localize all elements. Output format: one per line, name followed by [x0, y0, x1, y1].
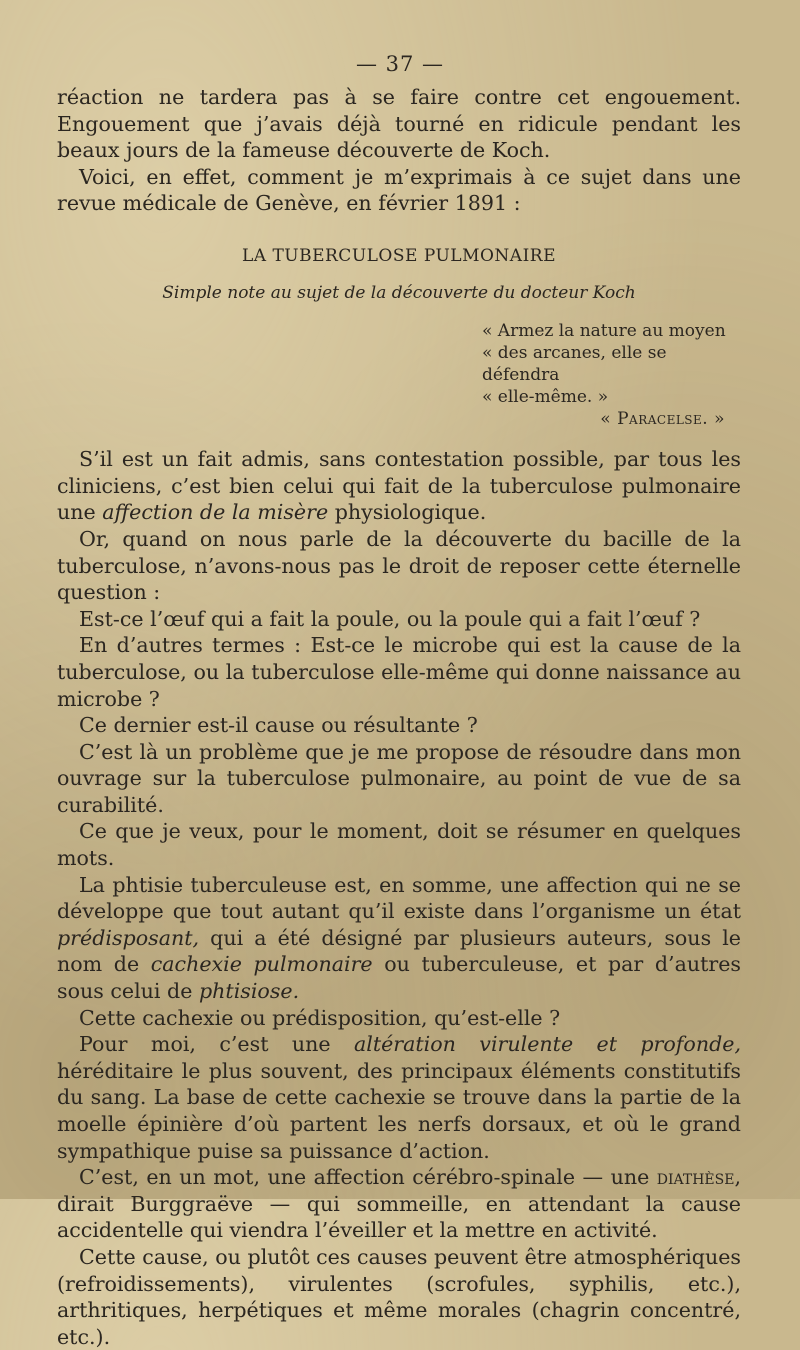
epigraph-author: « Paracelse. » — [600, 409, 725, 430]
intro-paragraph-1: réaction ne tardera pas à se faire contre cet engouement. Engouement que j’avais déjà tourné en ridicule pendant les beaux jours de la fameuse découverte de Koch. — [57, 85, 741, 163]
page-number: — 37 — — [355, 52, 445, 76]
epigraph-line: « Armez la nature au moyen — [482, 321, 726, 342]
body-paragraph: S’il est un fait admis, sans contestation possible, par tous les cliniciens, c’est bien celui qui fait de la tuberculose pulmonaire une affection de la misère physiologique. — [57, 447, 741, 525]
epigraph — [482, 320, 741, 430]
body-paragraph: La phtisie tuberculeuse est, en somme, une affection qui ne se développe que tout autant qu’il existe dans l’organisme un état prédisposant, qui a été désigné par plusieurs auteurs, sous le nom de cachexie pulmonaire ou tuberculeuse, et par d’autres sous celui de phtisiose. — [57, 872, 741, 1004]
body-paragraph: Cette cachexie ou prédisposition, qu’est-elle ? — [79, 1005, 561, 1030]
body-paragraph: Cette cause, ou plutôt ces causes peuvent être atmosphériques (refroidissements), virulentes (scrofules, syphilis, etc.), arthritiques, herpétiques et même morales (chagrin concentré, etc.). — [57, 1244, 741, 1349]
small-caps-term: diathèse, — [656, 1165, 741, 1190]
body-paragraph: C’est là un problème que je me propose de résoudre dans mon ouvrage sur la tuberculose pulmonaire, au point de vue de sa curabilité. — [57, 739, 741, 817]
body-paragraph: C’est, en un mot, une affection cérébro-spinale — une diathèse, dirait Burggraëve — qui sommeille, en attendant la cause accidentelle qui viendra l’éveiller et la mettre en activité. — [57, 1165, 741, 1243]
emphasis: altération virulente et profonde, — [353, 1032, 741, 1057]
emphasis: cachexie pulmonaire — [150, 952, 373, 977]
epigraph-line: « elle-même. » — [482, 387, 609, 408]
body-paragraph: Est-ce l’œuf qui a fait la poule, ou la poule qui a fait l’œuf ? — [79, 606, 701, 631]
intro-paragraph-2: Voici, en effet, comment je m’exprimais à ce sujet dans une revue médicale de Genève, en février 1891 : — [57, 164, 741, 216]
page-text — [57, 84, 741, 1350]
article-title: LA TUBERCULOSE PULMONAIRE — [241, 245, 557, 266]
body-paragraph: Or, quand on nous parle de la découverte du bacille de la tuberculose, n’avons-nous pas le droit de reposer cette éternelle question : — [57, 526, 741, 605]
emphasis: phtisiose. — [198, 979, 300, 1004]
epigraph-line: « des arcanes, elle se défendra — [482, 343, 667, 386]
article-subtitle: Simple note au sujet de la découverte du docteur Koch — [162, 282, 636, 303]
body-paragraph: Ce que je veux, pour le moment, doit se résumer en quelques mots. — [57, 819, 741, 871]
body-paragraph: Ce dernier est-il cause ou résultante ? — [79, 713, 478, 738]
body-paragraph: Pour moi, c’est une altération virulente et profonde, héréditaire le plus souvent, des principaux éléments constitutifs du sang. La base de cette cachexie se trouve dans la partie de la moelle épinière d’où partent les nerfs dorsaux, et où le grand sympathique puise sa puissance d’action. — [57, 1032, 741, 1163]
emphasis: affection de la misère — [102, 500, 329, 525]
emphasis: prédisposant, — [57, 925, 200, 950]
body-paragraph: En d’autres termes : Est-ce le microbe qui est la cause de la tuberculose, ou la tuberculose elle-même qui donne naissance au microbe ? — [57, 633, 741, 711]
